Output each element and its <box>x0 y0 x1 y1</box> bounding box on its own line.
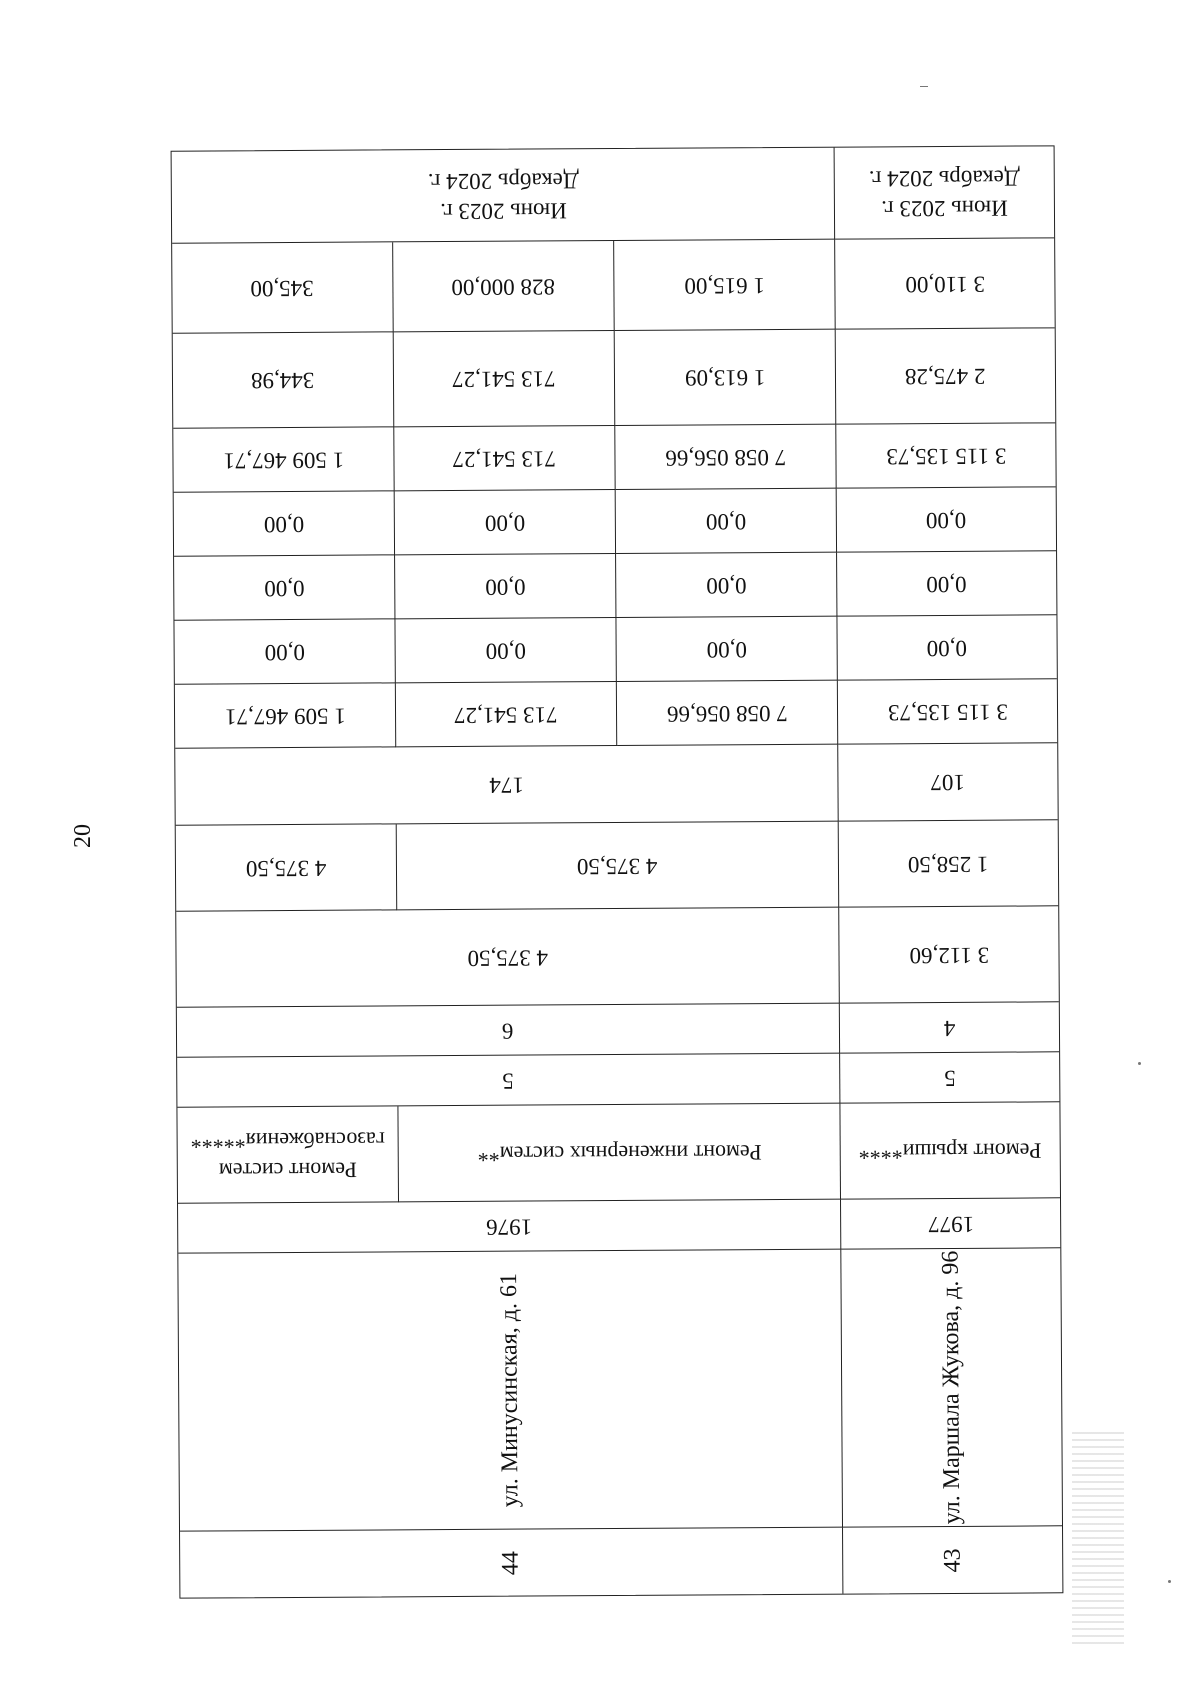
header-group-line2: Декабрь 2024 г. <box>427 167 579 194</box>
r13-a-line2: газоснабжения***** <box>190 1126 385 1154</box>
r13-a-line1: Ремонт систем <box>218 1157 357 1183</box>
cell-r4-d: 0,00 <box>837 487 1056 552</box>
scan-dot <box>1138 1062 1141 1065</box>
cell-r13-a <box>177 1106 399 1203</box>
cell-r9-d: 1 258,50 <box>839 820 1059 907</box>
scan-artifact <box>1072 1432 1124 1647</box>
cell-r9-a: 4 375,50 <box>176 824 398 911</box>
cell-r1-c: 1 615,00 <box>614 240 836 331</box>
cell-r6-b: 0,00 <box>395 618 616 683</box>
cell-r11-d: 4 <box>840 1002 1059 1053</box>
cell-r2-c: 1 613,09 <box>615 330 837 426</box>
cell-r14-d: 1977 <box>841 1198 1060 1249</box>
cell-r5-b: 0,00 <box>395 554 616 619</box>
cell-r11-merged: 6 <box>177 1004 840 1058</box>
cell-r5-c: 0,00 <box>616 553 837 618</box>
cell-r13-bc: Ремонт инженерных систем** <box>398 1104 841 1203</box>
scan-dot <box>920 86 928 87</box>
cell-r7-a: 1 509 467,71 <box>175 683 396 748</box>
header-group-line1: Июнь 2023 г. <box>439 197 567 224</box>
cell-r8-merged: 174 <box>175 745 838 826</box>
cell-r5-d: 0,00 <box>837 551 1056 616</box>
cell-r3-d: 3 115 135,73 <box>836 423 1055 488</box>
header-period-group <box>172 148 836 244</box>
cell-number-43: 43 <box>939 1547 966 1573</box>
cell-r8-d: 107 <box>838 743 1057 821</box>
cell-r4-c: 0,00 <box>616 489 837 554</box>
cell-r9-bc: 4 375,50 <box>397 822 840 911</box>
cell-r2-a: 344,98 <box>173 332 395 428</box>
cell-r7-d: 3 115 135,73 <box>838 679 1057 744</box>
cell-r3-c: 7 058 056,66 <box>615 425 836 490</box>
cell-r7-b: 713 541,27 <box>396 682 617 747</box>
cell-r5-a: 0,00 <box>174 555 395 620</box>
cell-r3-a: 1 509 467,71 <box>173 427 394 492</box>
cell-r12-merged: 5 <box>177 1054 840 1108</box>
cell-address-43: ул. Маршала Жукова, д. 96 <box>841 1248 1062 1527</box>
cell-r1-d: 3 110,00 <box>835 238 1055 329</box>
header-43-line2: Декабрь 2024 г. <box>868 165 1020 191</box>
cell-r1-a: 345,00 <box>172 242 394 333</box>
cell-r4-a: 0,00 <box>174 491 395 556</box>
cell-r7-c: 7 058 056,66 <box>617 681 838 746</box>
cell-r10-merged: 4 375,50 <box>176 908 840 1008</box>
cell-number-44: 44 <box>180 1528 843 1598</box>
rotated-table <box>171 145 1064 1598</box>
cell-r2-b: 713 541,27 <box>394 331 616 427</box>
cell-r6-c: 0,00 <box>616 617 837 682</box>
cell-address-44: ул. Минусинская, д. 61 <box>178 1250 843 1532</box>
cell-r12-d: 5 <box>840 1052 1059 1103</box>
cell-r6-a: 0,00 <box>174 619 395 684</box>
header-43-line1: Июнь 2023 г. <box>881 195 1008 221</box>
page-number: 20 <box>70 824 96 848</box>
cell-r10-d: 3 112,60 <box>839 906 1059 1003</box>
scan-dot <box>1168 1580 1171 1583</box>
cell-r3-b: 713 541,27 <box>394 426 615 491</box>
cell-r2-d: 2 475,28 <box>836 328 1056 424</box>
cell-r14-merged: 1976 <box>178 1200 841 1254</box>
cell-r6-d: 0,00 <box>837 615 1056 680</box>
cell-r4-b: 0,00 <box>395 490 616 555</box>
cell-r13-d: Ремонт крыши**** <box>840 1102 1060 1199</box>
header-period-43 <box>835 146 1055 239</box>
cell-r1-b: 828 000,00 <box>393 241 615 332</box>
